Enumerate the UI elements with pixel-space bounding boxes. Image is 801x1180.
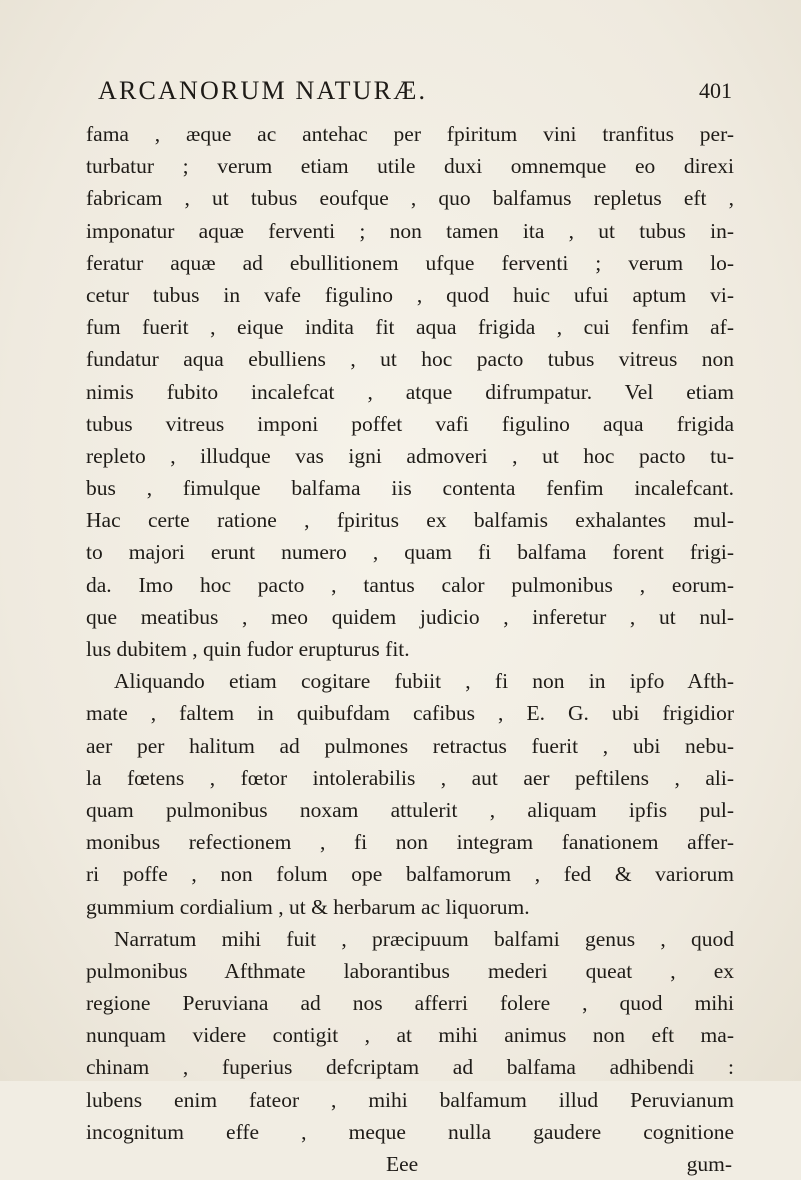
text-line: chinam , fuperius defcriptam ad balfama adhibendi :: [86, 1055, 734, 1080]
text-line: Narratum mihi fuit , præcipuum balfami genus , quod: [114, 926, 734, 951]
text-line: da. Imo hoc pacto , tantus calor pulmonibus , eorum-: [86, 572, 734, 597]
text-line: fabricam , ut tubus eoufque , quo balfamus repletus eft ,: [86, 186, 734, 211]
text-line: tubus vitreus imponi poffet vafi figulino aqua frigida: [86, 411, 734, 436]
running-head: ARCANORUM NATURÆ.: [98, 76, 428, 105]
text-line: repleto , illudque vas igni admoveri , ut hoc pacto tu-: [86, 443, 734, 468]
text-line: cetur tubus in vafe figulino , quod huic ufui aptum vi-: [86, 282, 734, 307]
text-line: bus , fimulque balfama iis contenta fenfim incalefcant.: [86, 476, 734, 501]
catchword: gum-: [686, 1152, 732, 1176]
text-line: fundatur aqua ebulliens , ut hoc pacto tubus vitreus non: [86, 347, 734, 372]
text-line: que meatibus , meo quidem judicio , inferetur , ut nul-: [86, 604, 734, 629]
text-line: to majori erunt numero , quam fi balfama forent frigi-: [86, 540, 734, 565]
text-line: pulmonibus Afthmate laborantibus mederi queat , ex: [86, 958, 734, 983]
text-line: lubens enim fateor , mihi balfamum illud Peruvianum: [86, 1087, 734, 1112]
text-line: monibus refectionem , fi non integram fanationem affer-: [86, 830, 734, 855]
text-line: mate , faltem in quibufdam cafibus , E. G. ubi frigidior: [86, 701, 734, 726]
text-line: aer per halitum ad pulmones retractus fuerit , ubi nebu-: [86, 733, 734, 758]
text-line: Aliquando etiam cogitare fubiit , fi non in ipfo Afth-: [114, 669, 734, 694]
text-line: turbatur ; verum etiam utile duxi omnemque eo direxi: [86, 154, 734, 179]
text-line: la fœtens , fœtor intolerabilis , aut aer peftilens , ali-: [86, 765, 734, 790]
text-line: nimis fubito incalefcat , atque difrumpatur. Vel etiam: [86, 379, 734, 404]
text-line: regione Peruviana ad nos afferri folere , quod mihi: [86, 991, 734, 1016]
page-footer: [86, 1148, 734, 1180]
page-number: 401: [699, 78, 732, 103]
page-header: [92, 76, 732, 110]
text-line: fum fuerit , eique indita fit aqua frigida , cui fenfim af-: [86, 315, 734, 340]
text-line: Hac certe ratione , fpiritus ex balfamis exhalantes mul-: [86, 508, 734, 533]
text-line: ri poffe , non folum ope balfamorum , fed & variorum: [86, 862, 734, 887]
text-line: feratur aquæ ad ebullitionem ufque ferventi ; verum lo-: [86, 250, 734, 275]
text-line: imponatur aquæ ferventi ; non tamen ita , ut tubus in-: [86, 218, 734, 243]
text-line: incognitum effe , meque nulla gaudere cognitione: [86, 1119, 734, 1144]
text-line: fama , æque ac antehac per fpiritum vini tranfitus per-: [86, 122, 734, 146]
text-line: nunquam videre contigit , at mihi animus non eft ma-: [86, 1023, 734, 1048]
signature-mark: Eee: [386, 1152, 419, 1176]
body-text: [86, 118, 734, 1180]
text-line: lus dubitem , quin fudor erupturus fit.: [86, 637, 410, 661]
text-line: gummium cordialium , ut & herbarum ac liquorum.: [86, 894, 530, 919]
text-line: quam pulmonibus noxam attulerit , aliquam ipfis pul-: [86, 797, 734, 822]
